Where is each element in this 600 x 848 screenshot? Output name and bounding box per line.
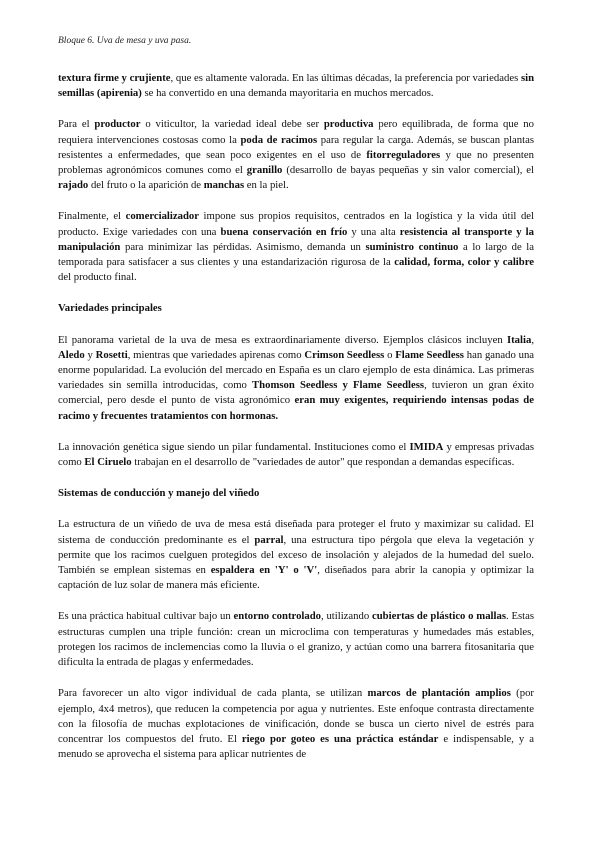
paragraph-planting-and-irrigation: Para favorecer un alto vigor individual de cada planta, se utilizan marcos de plantación amplios (por ejemplo, 4x4 metros), que reducen la competencia por agua y nutrientes. Este enfoque contrasta directamente con la filosofía de muchas explotaciones de vinificación, donde se busca un cierto nivel de estrés para concentrar los compuestos del fruto. El riego por goteo es una práctica estándar e indispensable, y a menudo se aprovecha el sistema para aplicar nutrientes de <box>58 687 534 761</box>
section-heading-training-systems: Sistemas de conducción y manejo del viñedo <box>58 487 260 500</box>
paragraph-genetic-innovation: La innovación genética sigue siendo un pilar fundamental. Instituciones como el IMIDA y empresas privadas como El Ciruelo trabajan en el desarrollo de "variedades de autor" que respondan a demandas específicas. <box>58 440 534 469</box>
section-heading-varieties: Variedades principales <box>58 302 162 315</box>
paragraph-vineyard-structure: La estructura de un viñedo de uva de mesa está diseñada para proteger el fruto y maximizar su calidad. El sistema de conducción predominante es el parral, una estructura tipo pérgola que eleva la vegetación y permite que los racimos cuelguen protegidos del exceso de insolación y alejados de la humedad del suelo. También se emplean sistemas en espaldera en 'Y' o 'V', diseñados para abrir la canopia y optimizar la captación de luz solar de manera más eficiente. <box>58 518 535 592</box>
running-header: Bloque 6. Uva de mesa y uva pasa. <box>58 36 192 46</box>
paragraph-marketer: Finalmente, el comercializador impone sus propios requisitos, centrados en la logística y la vida útil del producto. Exige variedades con una buena conservación en frío y una alta resistencia al transporte y la manipulación para minimizar las pérdidas. Asimismo, demanda un suministro continuo a lo largo de la temporada para satisfacer a sus clientes y una estandarización rigurosa de la calidad, forma, color y calibre del producto final. <box>58 210 535 284</box>
paragraph-controlled-environment: Es una práctica habitual cultivar bajo un entorno controlado, utilizando cubiertas de plástico o mallas. Estas estructuras cumplen una triple función: crean un microclima con temperaturas y humedades más estables, protegen los racimos de inclemencias como la lluvia o el granizo, y actúan como una barrera fitosanitaria que dificulta la entrada de plagas y enfermedades. <box>58 610 535 669</box>
body-content <box>58 71 534 778</box>
paragraph-producer: Para el productor o viticultor, la variedad ideal debe ser productiva pero equilibrada, de forma que no requiera intervenciones costosas como la poda de racimos para regular la carga. Además, se buscan plantas resistentes a enfermedades, que sean poco exigentes en el uso de fitorreguladores y que no presenten problemas agronómicos comunes como el granillo (desarrollo de bayas pequeñas y sin valor comercial), el rajado del fruto o la aparición de manchas en la piel. <box>58 118 535 192</box>
paragraph-quality-traits: textura firme y crujiente, que es altamente valorada. En las últimas décadas, la preferencia por variedades sin semillas (apirenia) se ha convertido en una demanda mayoritaria en muchos mercados. <box>58 72 535 100</box>
paragraph-varietal-panorama: El panorama varietal de la uva de mesa es extraordinariamente diverso. Ejemplos clásicos incluyen Italia, Aledo y Rosetti, mientras que variedades apirenas como Crimson Seedless o Flame Seedless han ganado una enorme popularidad. La evolución del mercado en España es un claro ejemplo de esta dinámica. Las primeras variedades sin semilla introducidas, como Thomson Seedless y Flame Seedless, tuvieron un gran éxito comercial, pero desde el punto de vista agronómico eran muy exigentes, requiriendo intensas podas de racimo y frecuentes tratamientos con hormonas. <box>58 333 535 422</box>
